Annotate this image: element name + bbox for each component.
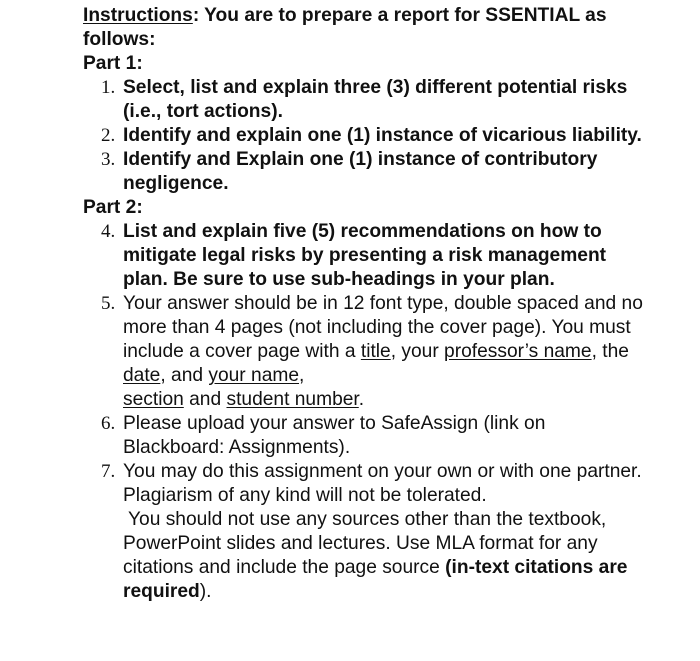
instructions-document — [83, 4, 643, 604]
list-item-7 — [83, 460, 643, 604]
list-text-5d: , and — [160, 365, 209, 386]
underlined-student-number: student number — [226, 389, 359, 410]
list-text-5b: , your — [390, 341, 445, 362]
list-text-7c: ). — [199, 581, 212, 602]
list-item-6 — [83, 412, 643, 460]
part-2-heading: Part 2: — [83, 197, 143, 218]
part-1-heading: Part 1: — [83, 53, 143, 74]
list-text-6: Please upload your answer to SafeAssign (link on Blackboard: Assignments). — [123, 413, 546, 458]
part-2-list — [83, 220, 643, 604]
list-text-5c: , the — [591, 341, 629, 362]
part-1-list — [83, 76, 643, 196]
list-text-5e: , — [299, 365, 305, 386]
list-text-7a: You may do this assignment on your own or with one partner. Plagiarism of any kind will not be tolerated. — [123, 461, 642, 506]
list-number-3: 3. — [101, 149, 116, 170]
list-text-2: Identify and explain one (1) instance of vicarious liability. — [123, 125, 642, 146]
list-text-3: Identify and Explain one (1) instance of contributory negligence. — [123, 149, 598, 194]
instructions-label: Instructions — [83, 5, 193, 26]
list-number-7: 7. — [101, 461, 116, 482]
list-item-2 — [83, 124, 643, 148]
list-text-5a: Your answer should be in 12 font type, double spaced and no more than 4 pages (not including the cover page). You must include a cover page with a — [123, 293, 643, 362]
list-number-4: 4. — [101, 221, 116, 242]
intro-paragraph — [83, 4, 643, 52]
list-text-4: List and explain five (5) recommendations on how to mitigate legal risks by presenting a risk management plan. Be sure to use sub-headings in your plan. — [123, 221, 607, 290]
underlined-section: section — [123, 389, 184, 410]
underlined-date: date — [123, 365, 161, 386]
underlined-professor-name: professor’s name — [444, 341, 592, 362]
intro-text: : You are to prepare a report for SSENTIAL as follows: — [83, 5, 607, 50]
list-number-2: 2. — [101, 125, 116, 146]
list-item-5 — [83, 292, 643, 412]
underlined-your-name: your name — [208, 365, 300, 386]
list-text-1: Select, list and explain three (3) different potential risks (i.e., tort actions). — [123, 77, 628, 122]
list-text-7-bold: (in-text citations are required — [123, 557, 628, 602]
list-item-4 — [83, 220, 643, 292]
list-number-5: 5. — [101, 293, 116, 314]
underlined-title: title — [360, 341, 391, 362]
list-number-1: 1. — [101, 77, 116, 98]
list-text-7b: You should not use any sources other than the textbook, PowerPoint slides and lectures. Use MLA format for any citations and include the page source — [123, 509, 607, 578]
list-text-5f: and — [183, 389, 227, 410]
list-number-6: 6. — [101, 413, 116, 434]
list-item-1 — [83, 76, 643, 124]
list-item-3 — [83, 148, 643, 196]
list-text-5g: . — [358, 389, 365, 410]
